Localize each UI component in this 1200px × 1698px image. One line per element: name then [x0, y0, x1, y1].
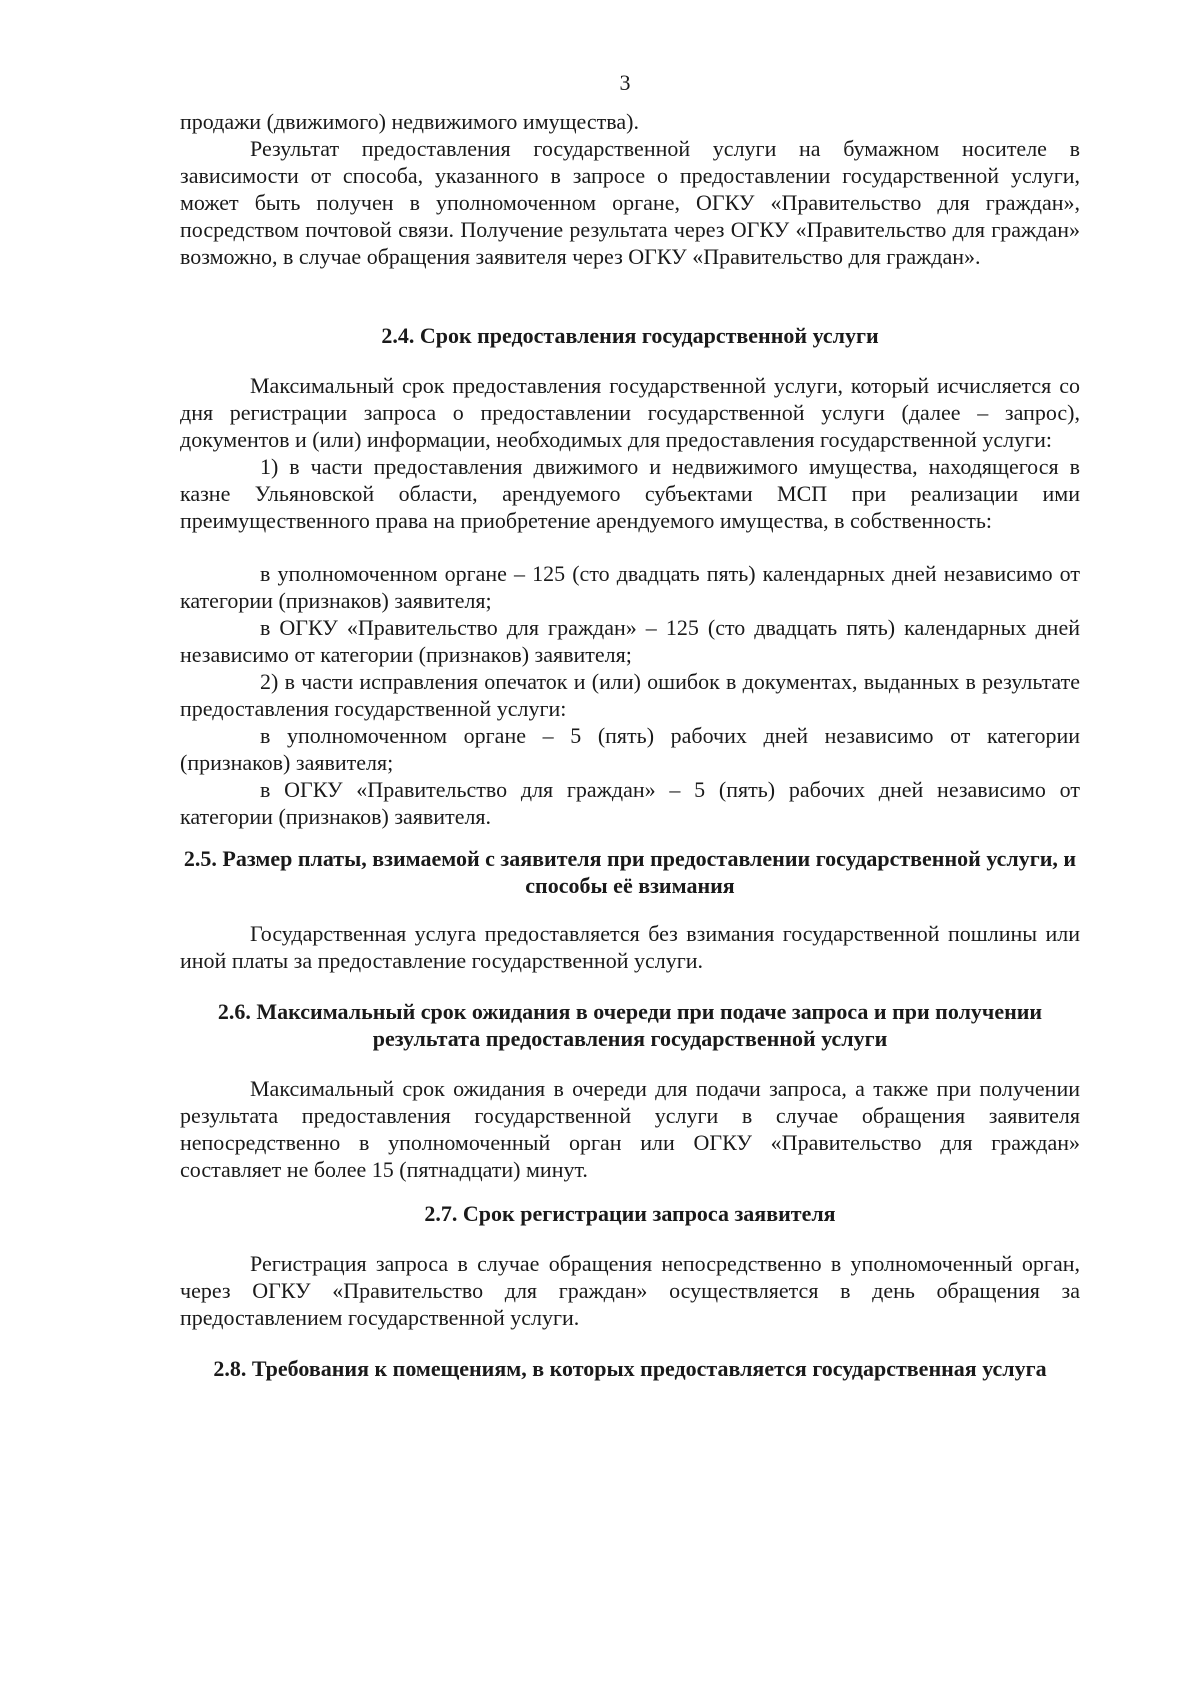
heading-2-5: 2.5. Размер платы, взимаемой с заявителя при предоставлении государственной услуги, и способы её взимания [183, 846, 1077, 898]
paragraph-2-4-item-2: 2) в части исправления опечаток и (или) ошибок в документах, выданных в результате предоставления государственной услуги: [180, 669, 1080, 721]
paragraph-2-7: Регистрация запроса в случае обращения непосредственно в уполномоченный орган, через ОГКУ «Правительство для граждан» осуществляется в день обращения за предоставлением государственной услуги. [180, 1251, 1080, 1330]
heading-2-7: 2.7. Срок регистрации запроса заявителя [424, 1201, 836, 1226]
paragraph-2-4-item-2b: в ОГКУ «Правительство для граждан» – 5 (пять) рабочих дней независимо от категории (признаков) заявителя. [180, 777, 1080, 829]
heading-2-6: 2.6. Максимальный срок ожидания в очереди при подаче запроса и при получении результата предоставления государственной услуги [217, 999, 1043, 1051]
paragraph-continuation: продажи (движимого) недвижимого имущества). [180, 109, 639, 134]
paragraph-2-5: Государственная услуга предоставляется без взимания государственной пошлины или иной платы за предоставление государственной услуги. [180, 921, 1080, 973]
paragraph-2-4-item-1a: в уполномоченном органе – 125 (сто двадцать пять) календарных дней независимо от категории (признаков) заявителя; [180, 561, 1080, 613]
paragraph-2-4-intro: Максимальный срок предоставления государственной услуги, который исчисляется со дня регистрации запроса о предоставлении государственной услуги (далее – запрос), документов и (или) информации, необходимых для предоставления государственной услуги: [180, 373, 1080, 452]
page-number: 3 [619, 70, 631, 95]
heading-2-8: 2.8. Требования к помещениям, в которых предоставляется государственная услуга [213, 1356, 1047, 1381]
paragraph-2-4-item-2a: в уполномоченном органе – 5 (пять) рабочих дней независимо от категории (признаков) заявителя; [180, 723, 1080, 775]
paragraph-2-6: Максимальный срок ожидания в очереди для подачи запроса, а также при получении результата предоставления государственной услуги в случае обращения заявителя непосредственно в уполномоченный орган или ОГКУ «Правительство для граждан» составляет не более 15 (пятнадцати) минут. [180, 1076, 1080, 1182]
paragraph-result: Результат предоставления государственной услуги на бумажном носителе в зависимости от способа, указанного в запросе о предоставлении государственной услуги, может быть получен в уполномоченном органе, ОГКУ «Правительство для граждан», посредством почтовой связи. Получение результата через ОГКУ «Правительство для граждан» возможно, в случае обращения заявителя через ОГКУ «Правительство для граждан». [180, 136, 1080, 269]
paragraph-2-4-item-1: 1) в части предоставления движимого и недвижимого имущества, находящегося в казне Ульяновской области, арендуемого субъектами МСП при реализации ими преимущественного права на приобретение арендуемого имущества, в собственность: [180, 454, 1080, 533]
paragraph-2-4-item-1b: в ОГКУ «Правительство для граждан» – 125 (сто двадцать пять) календарных дней независимо от категории (признаков) заявителя; [180, 615, 1080, 667]
heading-2-4: 2.4. Срок предоставления государственной услуги [381, 323, 879, 348]
